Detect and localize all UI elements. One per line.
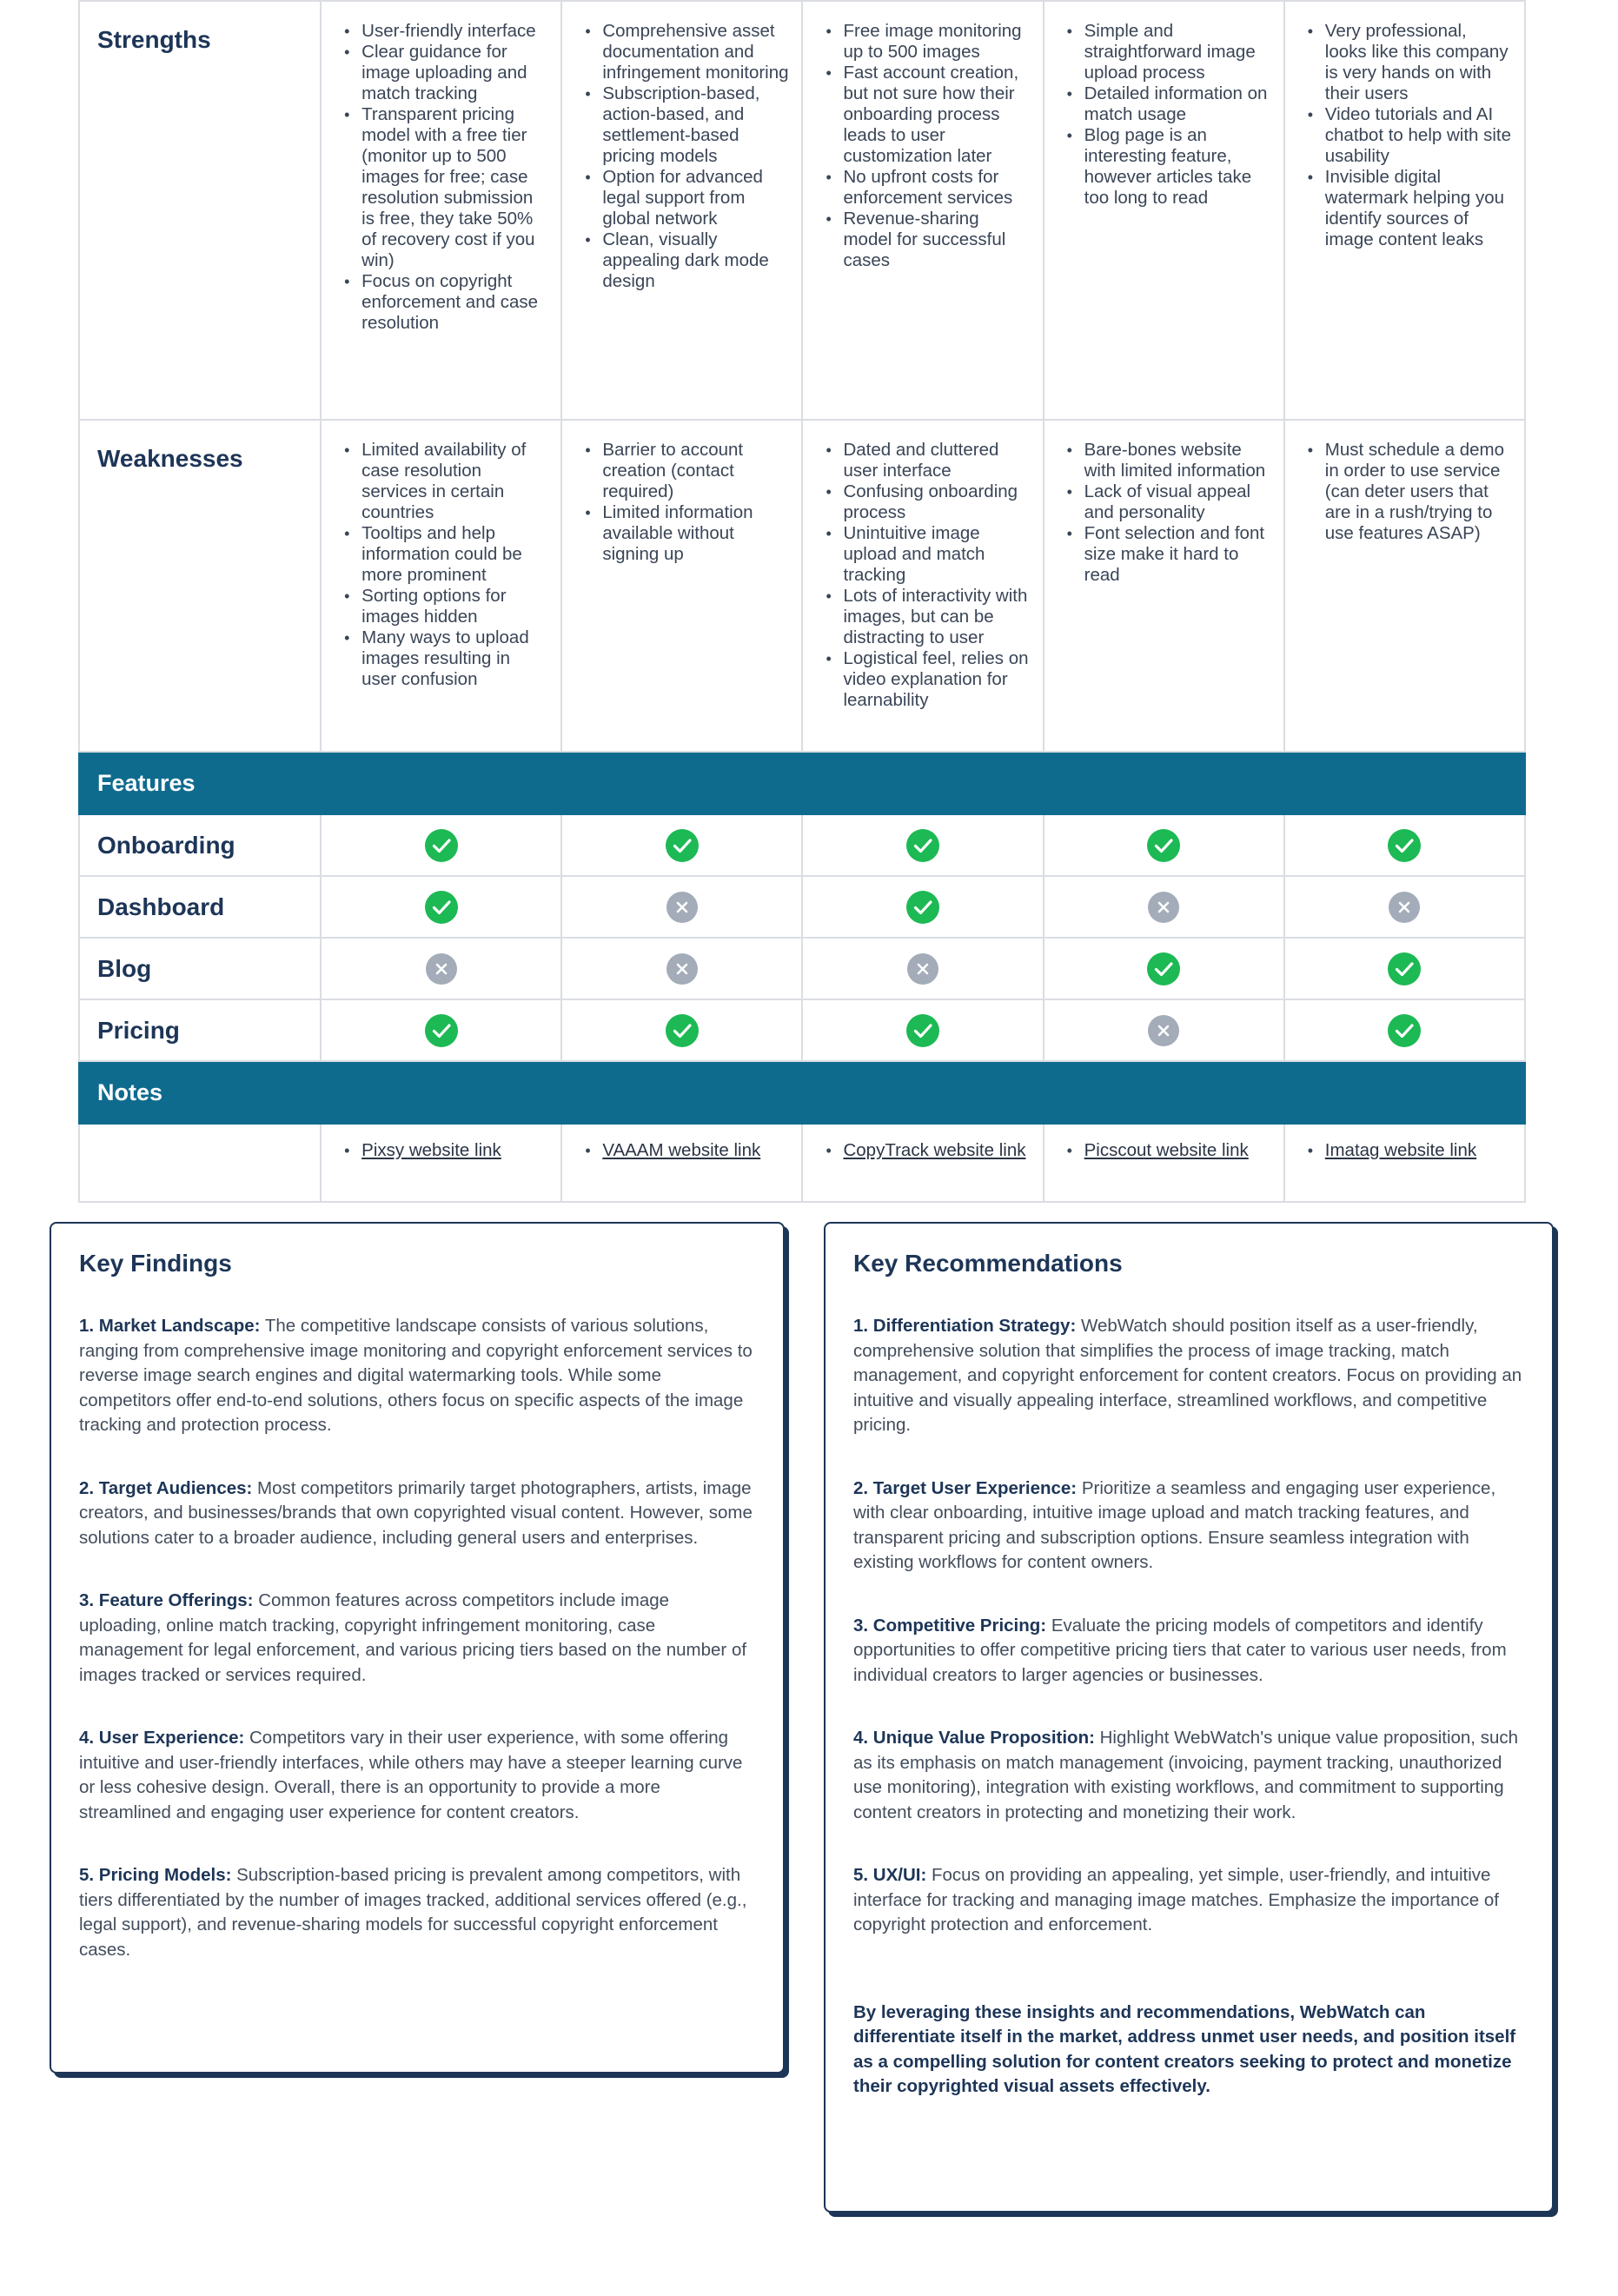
cross-icon bbox=[1285, 877, 1524, 937]
weaknesses-cell bbox=[1284, 420, 1525, 752]
key-recommendations-card bbox=[824, 1222, 1554, 2213]
bullet-list bbox=[1044, 2, 1283, 209]
link-list bbox=[322, 1125, 560, 1161]
strengths-cell bbox=[321, 1, 561, 420]
cross-icon bbox=[562, 877, 801, 937]
bullet-item: • Simple and straightforward image upload process bbox=[1084, 21, 1271, 83]
recommendation-lead: 3. Competitive Pricing: bbox=[853, 1615, 1047, 1636]
recommendation-lead: 2. Target User Experience: bbox=[853, 1477, 1078, 1498]
feature-cell bbox=[802, 938, 1043, 999]
notes-section-row bbox=[79, 1061, 1525, 1124]
bullet-list bbox=[562, 2, 801, 292]
cross-icon bbox=[1044, 1000, 1283, 1060]
bullet-list bbox=[322, 2, 560, 334]
feature-label-blog: Blog bbox=[79, 938, 321, 999]
bullet-item: • Video tutorials and AI chatbot to help with site usability bbox=[1325, 104, 1512, 167]
recommendation-paragraph bbox=[853, 1476, 1524, 1576]
notes-cell bbox=[561, 1124, 802, 1202]
strengths-row bbox=[79, 1, 1525, 420]
feature-row-dashboard bbox=[79, 876, 1525, 938]
bullet-item: • Transparent pricing model with a free tier (monitor up to 500 images for free; case resolution submission is free, they take 50% of recovery cost if you win) bbox=[361, 104, 548, 271]
check-icon bbox=[1044, 939, 1283, 999]
weaknesses-label: Weaknesses bbox=[79, 420, 321, 752]
check-icon bbox=[322, 1000, 560, 1060]
feature-cell bbox=[802, 999, 1043, 1061]
bullet-list bbox=[1285, 421, 1524, 544]
check-icon bbox=[803, 815, 1042, 875]
strengths-cell bbox=[802, 1, 1043, 420]
finding-lead: 5. Pricing Models: bbox=[79, 1865, 232, 1885]
recommendation-text: Evaluate the pricing models of competitors and identify opportunities to offer competitive pricing tiers that cater to various user needs, from individual creators to larger agencies or businesses. bbox=[853, 1615, 1507, 1685]
recommendation-lead: 4. Unique Value Proposition: bbox=[853, 1728, 1095, 1748]
recommendation-lead: 5. UX/UI: bbox=[853, 1865, 927, 1885]
website-link[interactable]: VAAAM website link bbox=[602, 1140, 761, 1160]
recommendations-closing: By leveraging these insights and recommendations, WebWatch can differentiate itself in the market, address unmet user needs, and position itself as a compelling solution for content creators seeking to protect and monetize their copyrighted visual assets effectively. bbox=[853, 2001, 1516, 2096]
feature-row-pricing bbox=[79, 999, 1525, 1061]
finding-lead: 1. Market Landscape: bbox=[79, 1316, 261, 1336]
bullet-item: • Blog page is an interesting feature, however articles take too long to read bbox=[1084, 125, 1271, 209]
link-list bbox=[1285, 1125, 1524, 1161]
notes-row bbox=[79, 1124, 1525, 1202]
website-link[interactable]: Pixsy website link bbox=[361, 1140, 501, 1160]
link-list bbox=[562, 1125, 801, 1161]
cross-icon bbox=[803, 939, 1042, 999]
feature-cell bbox=[802, 814, 1043, 876]
bullet-item: • Invisible digital watermark helping you identify sources of image content leaks bbox=[1325, 167, 1512, 250]
finding-lead: 2. Target Audiences: bbox=[79, 1477, 253, 1498]
cross-icon bbox=[322, 939, 560, 999]
finding-paragraph bbox=[79, 1726, 755, 1825]
finding-text: The competitive landscape consists of various solutions, ranging from comprehensive image monitoring and copyright enforcement services to reverse image search engines and digital watermarking tools. While some competitors offer end-to-end solutions, others focus on specific aspects of the image tracking and protection process. bbox=[79, 1316, 753, 1435]
bullet-list bbox=[803, 421, 1042, 711]
link-list bbox=[803, 1125, 1042, 1161]
feature-label-pricing: Pricing bbox=[79, 999, 321, 1061]
feature-cell bbox=[1044, 814, 1284, 876]
key-findings-card bbox=[50, 1222, 785, 2074]
bullet-item: • Clear guidance for image uploading and match tracking bbox=[361, 42, 548, 104]
weaknesses-cell bbox=[802, 420, 1043, 752]
finding-text: Competitors vary in their user experience, with some offering intuitive and user-friendly interfaces, while others may have a steeper learning curve or less cohesive design. Overall, there is an opportunity to provide a more streamlined and engaging user experience for content creators. bbox=[79, 1728, 743, 1822]
weaknesses-cell bbox=[561, 420, 802, 752]
bullet-list bbox=[562, 421, 801, 565]
bullet-item: • User-friendly interface bbox=[361, 21, 548, 42]
website-link[interactable]: Picscout website link bbox=[1084, 1140, 1249, 1160]
bullet-item: • Detailed information on match usage bbox=[1084, 83, 1271, 125]
check-icon bbox=[322, 815, 560, 875]
strengths-cell bbox=[561, 1, 802, 420]
notes-cell bbox=[1284, 1124, 1525, 1202]
recommendation-paragraph bbox=[853, 1314, 1524, 1438]
finding-lead: 4. User Experience: bbox=[79, 1728, 245, 1748]
feature-cell bbox=[1044, 999, 1284, 1061]
recommendation-text: Prioritize a seamless and engaging user experience, with clear onboarding, intuitive image upload and match tracking features, and transparent pricing and subscription options. Ensure seamless integration with existing workflows for content owners. bbox=[853, 1477, 1496, 1572]
features-section-header: Features bbox=[79, 752, 1525, 814]
bullet-list bbox=[1044, 421, 1283, 586]
finding-paragraph bbox=[79, 1589, 755, 1688]
strengths-label: Strengths bbox=[79, 1, 321, 420]
recommendation-text: WebWatch should position itself as a user-friendly, comprehensive solution that simplifies the process of image tracking, match management, and copyright enforcement for content creators. Focus on providing an intuitive and visually appealing interface, streamlined workflows, and competitive pricing. bbox=[853, 1316, 1522, 1435]
bullet-item: • Focus on copyright enforcement and case resolution bbox=[361, 271, 548, 334]
bullet-item: • Bare-bones website with limited information bbox=[1084, 440, 1271, 481]
bullet-list bbox=[1285, 2, 1524, 250]
cross-icon bbox=[1044, 877, 1283, 937]
bullet-item: • Confusing onboarding process bbox=[843, 481, 1030, 523]
notes-cell bbox=[321, 1124, 561, 1202]
feature-cell bbox=[1284, 876, 1525, 938]
finding-lead: 3. Feature Offerings: bbox=[79, 1590, 254, 1610]
bullet-item: • Barrier to account creation (contact required) bbox=[602, 440, 789, 502]
key-recommendations-title: Key Recommendations bbox=[853, 1250, 1123, 1277]
weaknesses-cell bbox=[321, 420, 561, 752]
bullet-list bbox=[803, 2, 1042, 271]
recommendation-lead: 1. Differentiation Strategy: bbox=[853, 1316, 1077, 1336]
bullet-item: • No upfront costs for enforcement services bbox=[843, 167, 1030, 209]
feature-cell bbox=[1284, 999, 1525, 1061]
finding-paragraph bbox=[79, 1476, 755, 1551]
recommendation-paragraph bbox=[853, 1863, 1524, 1938]
check-icon bbox=[322, 877, 560, 937]
check-icon bbox=[1285, 815, 1524, 875]
bullet-item: • Tooltips and help information could be more prominent bbox=[361, 523, 548, 586]
link-item bbox=[1325, 1140, 1512, 1161]
finding-paragraph bbox=[79, 1863, 755, 1962]
feature-row-onboarding bbox=[79, 814, 1525, 876]
feature-cell bbox=[1284, 938, 1525, 999]
link-item bbox=[602, 1140, 789, 1161]
bullet-item: • Option for advanced legal support from global network bbox=[602, 167, 789, 229]
feature-cell bbox=[561, 999, 802, 1061]
check-icon bbox=[1285, 939, 1524, 999]
bullet-item: • Subscription-based, action-based, and settlement-based pricing models bbox=[602, 83, 789, 167]
recommendation-text: Highlight WebWatch's unique value proposition, such as its emphasis on match management (invoicing, payment tracking, unauthorized use monitoring), integration with existing workflows, and commitment to supporting content creators in protecting and monetizing their work. bbox=[853, 1728, 1518, 1822]
feature-cell bbox=[321, 999, 561, 1061]
finding-paragraph bbox=[79, 1314, 755, 1438]
finding-text: Subscription-based pricing is prevalent among competitors, with tiers differentiated by the number of images tracked, additional services offered (e.g., legal support), and revenue-sharing models for successful copyright enforcement cases. bbox=[79, 1865, 747, 1960]
recommendation-paragraph bbox=[853, 1614, 1524, 1689]
feature-row-blog bbox=[79, 938, 1525, 999]
bullet-item: • Free image monitoring up to 500 images bbox=[843, 21, 1030, 63]
bullet-item: • Lack of visual appeal and personality bbox=[1084, 481, 1271, 523]
cross-icon bbox=[562, 939, 801, 999]
comparison-table bbox=[78, 0, 1526, 1203]
feature-cell bbox=[1284, 814, 1525, 876]
bullet-item: • Unintuitive image upload and match tracking bbox=[843, 523, 1030, 586]
bullet-item: • Clean, visually appealing dark mode design bbox=[602, 229, 789, 292]
feature-cell bbox=[802, 876, 1043, 938]
check-icon bbox=[803, 877, 1042, 937]
notes-section-header: Notes bbox=[79, 1061, 1525, 1124]
notes-cell bbox=[1044, 1124, 1284, 1202]
key-findings-title: Key Findings bbox=[79, 1250, 232, 1277]
finding-text: Most competitors primarily target photographers, artists, image creators, and businesses/brands that own copyrighted visual content. However, some solutions cater to a broader audience, including general users and enterprises. bbox=[79, 1477, 753, 1548]
bullet-item: • Limited information available without signing up bbox=[602, 502, 789, 565]
features-section-row bbox=[79, 752, 1525, 814]
link-item bbox=[1084, 1140, 1271, 1161]
bullet-item: • Lots of interactivity with images, but can be distracting to user bbox=[843, 586, 1030, 648]
notes-cell bbox=[802, 1124, 1043, 1202]
bullet-item: • Fast account creation, but not sure how their onboarding process leads to user customization later bbox=[843, 63, 1030, 167]
recommendation-paragraph bbox=[853, 1726, 1524, 1825]
feature-cell bbox=[1044, 876, 1284, 938]
feature-label-onboarding: Onboarding bbox=[79, 814, 321, 876]
link-item bbox=[843, 1140, 1030, 1161]
feature-cell bbox=[561, 876, 802, 938]
check-icon bbox=[1285, 1000, 1524, 1060]
bullet-item: • Dated and cluttered user interface bbox=[843, 440, 1030, 481]
check-icon bbox=[1044, 815, 1283, 875]
website-link[interactable]: CopyTrack website link bbox=[843, 1140, 1026, 1160]
feature-cell bbox=[321, 876, 561, 938]
feature-cell bbox=[321, 814, 561, 876]
recommendation-text: Focus on providing an appealing, yet simple, user-friendly, and intuitive interface for tracking and managing image matches. Emphasize the importance of copyright protection and enforcement. bbox=[853, 1865, 1499, 1934]
bullet-item: • Logistical feel, relies on video explanation for learnability bbox=[843, 648, 1030, 711]
weaknesses-cell bbox=[1044, 420, 1284, 752]
feature-cell bbox=[1044, 938, 1284, 999]
feature-cell bbox=[321, 938, 561, 999]
link-list bbox=[1044, 1125, 1283, 1161]
bullet-item: • Limited availability of case resolution services in certain countries bbox=[361, 440, 548, 523]
strengths-cell bbox=[1044, 1, 1284, 420]
link-item bbox=[361, 1140, 548, 1161]
check-icon bbox=[562, 815, 801, 875]
strengths-cell bbox=[1284, 1, 1525, 420]
bullet-item: • Revenue-sharing model for successful cases bbox=[843, 209, 1030, 271]
bullet-item: • Many ways to upload images resulting in user confusion bbox=[361, 627, 548, 690]
bullet-item: • Must schedule a demo in order to use service (can deter users that are in a rush/trying to use features ASAP) bbox=[1325, 440, 1512, 544]
feature-cell bbox=[561, 814, 802, 876]
bullet-item: • Sorting options for images hidden bbox=[361, 586, 548, 627]
notes-empty-cell bbox=[79, 1124, 321, 1202]
feature-cell bbox=[561, 938, 802, 999]
bullet-item: • Font selection and font size make it hard to read bbox=[1084, 523, 1271, 586]
bullet-list bbox=[322, 421, 560, 690]
check-icon bbox=[803, 1000, 1042, 1060]
finding-text: Common features across competitors include image uploading, online match tracking, copyright infringement monitoring, case management for legal enforcement, and various pricing tiers based on the number of images tracked or services required. bbox=[79, 1590, 747, 1685]
weaknesses-row bbox=[79, 420, 1525, 752]
bullet-item: • Comprehensive asset documentation and infringement monitoring bbox=[602, 21, 789, 83]
feature-label-dashboard: Dashboard bbox=[79, 876, 321, 938]
website-link[interactable]: Imatag website link bbox=[1324, 1140, 1477, 1160]
check-icon bbox=[562, 1000, 801, 1060]
bullet-item: • Very professional, looks like this company is very hands on with their users bbox=[1325, 21, 1512, 104]
